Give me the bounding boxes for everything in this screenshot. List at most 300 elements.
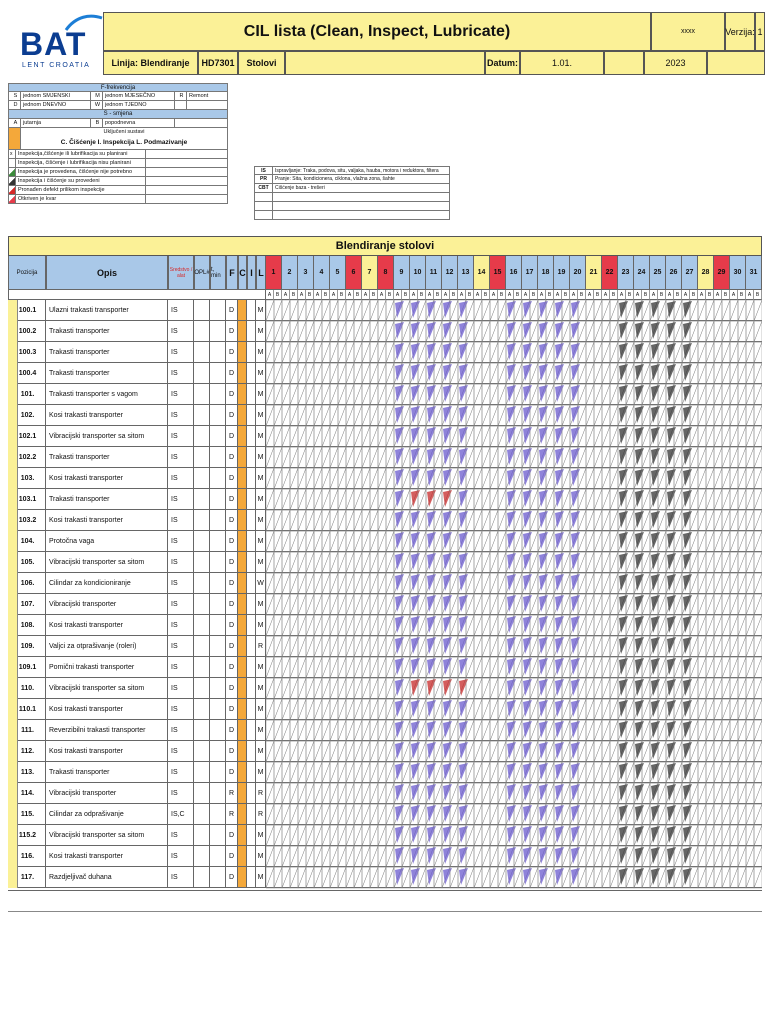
grid-diagonal [290,489,298,510]
grid-diagonal [362,699,370,720]
day-header-13: 13 [458,256,474,290]
grid-diagonal [362,783,370,804]
cell-c[interactable] [238,720,247,740]
grid-diagonal [274,405,282,426]
grid-diagonal [490,867,498,888]
grid-diagonal [282,678,290,699]
grid-diagonal [602,846,610,867]
grid-diagonal [722,363,730,384]
grid-diagonal [602,657,610,678]
grid-diagonal [594,825,602,846]
cell-position: 100.4 [10,363,46,383]
cell-c[interactable] [238,657,247,677]
grid-diagonal [306,846,314,867]
grid-diagonal [370,741,378,762]
shift-header-A: A [554,290,562,300]
cell-i[interactable] [247,657,256,677]
cell-tmin[interactable] [210,720,226,740]
cell-opl[interactable] [194,342,210,362]
cell-l: M [256,384,266,404]
cell-i[interactable] [247,594,256,614]
grid-diagonal [370,300,378,321]
grid-diagonal [754,363,762,384]
grid-diagonal [298,363,306,384]
grid-diagonal [490,468,498,489]
grid-diagonal [290,636,298,657]
grid-diagonal [474,489,482,510]
cell-description: Pomični trakasti transporter [46,657,168,677]
cell-i[interactable] [247,426,256,446]
grid-diagonal [346,489,354,510]
grid-diagonal [642,846,650,867]
cell-i[interactable] [247,510,256,530]
grid-diagonal [514,657,522,678]
grid-diagonal [434,594,442,615]
grid-diagonal [466,552,474,573]
grid-diagonal [594,447,602,468]
cell-opl[interactable] [194,531,210,551]
cell-c[interactable] [238,699,247,719]
cell-tmin[interactable] [210,846,226,866]
cell-i[interactable] [247,699,256,719]
grid-diagonal [338,342,346,363]
cell-tmin[interactable] [210,321,226,341]
grid-diagonal [266,804,274,825]
cell-frequency: D [226,552,238,572]
grid-diagonal [594,426,602,447]
cell-opl[interactable] [194,384,210,404]
cell-c[interactable] [238,594,247,614]
grid-diagonal [450,300,458,321]
cell-tmin[interactable] [210,804,226,824]
cell-opl[interactable] [194,510,210,530]
grid-diagonal [498,804,506,825]
cell-opl[interactable] [194,615,210,635]
cell-frequency: D [226,573,238,593]
cell-frequency: D [226,867,238,887]
grid-diagonal [450,804,458,825]
cell-i[interactable] [247,300,256,320]
grid-diagonal [266,384,274,405]
cell-opl[interactable] [194,363,210,383]
grid-diagonal [746,720,754,741]
grid-diagonal [434,615,442,636]
grid-diagonal [474,447,482,468]
grid-diagonal [362,804,370,825]
cell-c[interactable] [238,867,247,887]
grid-diagonal [754,657,762,678]
cell-c[interactable] [238,321,247,341]
cell-c[interactable] [238,552,247,572]
cell-i[interactable] [247,342,256,362]
cell-opl[interactable] [194,846,210,866]
grid-diagonal [730,363,738,384]
cell-opl[interactable] [194,552,210,572]
grid-diagonal [434,657,442,678]
cell-tmin[interactable] [210,342,226,362]
cell-opl[interactable] [194,405,210,425]
grid-diagonal [490,657,498,678]
grid-diagonal [674,657,682,678]
cell-c[interactable] [238,405,247,425]
cell-tmin[interactable] [210,300,226,320]
cell-i[interactable] [247,762,256,782]
cell-tmin[interactable] [210,384,226,404]
grid-diagonal [290,594,298,615]
grid-diagonal [578,300,586,321]
grid-diagonal [578,321,586,342]
cell-opl[interactable] [194,426,210,446]
grid-diagonal [498,573,506,594]
grid-diagonal [434,825,442,846]
cell-tmin[interactable] [210,741,226,761]
cell-opl[interactable] [194,636,210,656]
grid-diagonal [370,783,378,804]
grid-diagonal [498,762,506,783]
grid-diagonal [274,636,282,657]
grid-diagonal [514,447,522,468]
cell-tool: IS [168,531,194,551]
grid-diagonal [514,678,522,699]
cell-c[interactable] [238,783,247,803]
grid-diagonal [722,615,730,636]
grid-diagonal [602,615,610,636]
cell-tmin[interactable] [210,447,226,467]
grid-diagonal [466,447,474,468]
cell-c[interactable] [238,615,247,635]
cell-i[interactable] [247,741,256,761]
cell-opl[interactable] [194,720,210,740]
grid-diagonal [482,363,490,384]
cell-description: Trakasti transporter s vagom [46,384,168,404]
grid-diagonal [474,699,482,720]
grid-diagonal [450,825,458,846]
cell-i[interactable] [247,489,256,509]
grid-diagonal [586,867,594,888]
cell-c[interactable] [238,678,247,698]
cell-i[interactable] [247,384,256,404]
grid-diagonal [386,489,394,510]
cell-i[interactable] [247,405,256,425]
grid-diagonal [722,405,730,426]
cell-position: 103. [10,468,46,488]
cell-description: Kosi trakasti transporter [46,510,168,530]
cell-i[interactable] [247,552,256,572]
cell-tmin[interactable] [210,489,226,509]
grid-diagonal [562,615,570,636]
grid-diagonal [698,405,706,426]
grid-diagonal [594,762,602,783]
grid-diagonal [386,615,394,636]
grid-diagonal [482,300,490,321]
grid-diagonal [266,594,274,615]
cell-opl[interactable] [194,489,210,509]
cell-opl[interactable] [194,594,210,614]
grid-diagonal [746,384,754,405]
cell-c[interactable] [238,489,247,509]
grid-diagonal [714,594,722,615]
cell-description: Vibracijski transporter sa sitom [46,426,168,446]
grid-diagonal [658,846,666,867]
grid-diagonal [466,804,474,825]
grid-diagonal [514,846,522,867]
grid-diagonal [386,825,394,846]
grid-diagonal [282,447,290,468]
grid-diagonal [594,468,602,489]
day-header-25: 25 [650,256,666,290]
grid-diagonal [578,657,586,678]
grid-diagonal [346,867,354,888]
grid-diagonal [354,300,362,321]
grid-diagonal [714,825,722,846]
cell-i[interactable] [247,783,256,803]
grid-diagonal [282,489,290,510]
grid-diagonal [746,321,754,342]
cell-tool: IS [168,489,194,509]
grid-diagonal [586,720,594,741]
cell-i[interactable] [247,468,256,488]
grid-diagonal [346,720,354,741]
date-value[interactable]: 1.01. [520,51,604,75]
grid-diagonal [562,384,570,405]
grid-diagonal [562,804,570,825]
legend-value: jednom MJESEČNO [103,92,175,100]
cell-tmin[interactable] [210,531,226,551]
grid-diagonal [626,447,634,468]
grid-diagonal [402,636,410,657]
grid-diagonal [730,636,738,657]
grid-diagonal [298,384,306,405]
cell-opl[interactable] [194,657,210,677]
grid-diagonal [298,657,306,678]
grid-diagonal [346,468,354,489]
cell-i[interactable] [247,573,256,593]
cell-tmin[interactable] [210,594,226,614]
cell-c[interactable] [238,741,247,761]
grid-diagonal [418,762,426,783]
cell-tmin[interactable] [210,678,226,698]
cell-tmin[interactable] [210,867,226,887]
cell-i[interactable] [247,678,256,698]
cell-opl[interactable] [194,783,210,803]
cell-opl[interactable] [194,447,210,467]
grid-diagonal [738,720,746,741]
grid-diagonal [418,426,426,447]
grid-diagonal [362,615,370,636]
grid-diagonal [466,405,474,426]
grid-diagonal [482,783,490,804]
grid-diagonal [482,741,490,762]
grid-diagonal [498,825,506,846]
grid-diagonal [322,531,330,552]
grid-diagonal [322,552,330,573]
cell-tmin[interactable] [210,783,226,803]
cell-opl[interactable] [194,678,210,698]
cell-opl[interactable] [194,804,210,824]
grid-diagonal [434,720,442,741]
cell-i[interactable] [247,636,256,656]
cell-c[interactable] [238,510,247,530]
cell-c[interactable] [238,447,247,467]
cell-tmin[interactable] [210,825,226,845]
cell-frequency: D [226,594,238,614]
grid-diagonal [594,321,602,342]
cell-tmin[interactable] [210,573,226,593]
grid-diagonal [482,804,490,825]
grid-diagonal [322,699,330,720]
grid-diagonal [714,426,722,447]
grid-diagonal [578,342,586,363]
grid-diagonal [490,678,498,699]
grid-diagonal [610,720,618,741]
grid-diagonal [418,531,426,552]
cell-i[interactable] [247,804,256,824]
shift-header-B: B [706,290,714,300]
cell-tool: IS [168,321,194,341]
grid-diagonal [298,342,306,363]
cell-opl[interactable] [194,300,210,320]
cell-description: Vibracijski transporter [46,783,168,803]
grid-diagonal [450,762,458,783]
shift-header-B: B [434,290,442,300]
cell-c[interactable] [238,825,247,845]
grid-diagonal [706,846,714,867]
cell-i[interactable] [247,321,256,341]
grid-diagonal [586,741,594,762]
cell-c[interactable] [238,804,247,824]
cell-i[interactable] [247,720,256,740]
cell-frequency: R [226,804,238,824]
cell-i[interactable] [247,447,256,467]
cell-tmin[interactable] [210,363,226,383]
cell-tmin[interactable] [210,552,226,572]
grid-diagonal [578,447,586,468]
cell-opl[interactable] [194,468,210,488]
grid-diagonal [690,615,698,636]
cell-tmin[interactable] [210,468,226,488]
grid-diagonal [658,363,666,384]
grid-diagonal [474,510,482,531]
grid-diagonal [266,867,274,888]
cell-opl[interactable] [194,321,210,341]
grid-diagonal [642,594,650,615]
cell-i[interactable] [247,825,256,845]
cell-c[interactable] [238,300,247,320]
grid-diagonal [530,300,538,321]
cell-c[interactable] [238,762,247,782]
grid-diagonal [314,531,322,552]
grid-diagonal [290,867,298,888]
grid-diagonal [498,342,506,363]
cell-c[interactable] [238,468,247,488]
grid-diagonal [626,720,634,741]
cell-tmin[interactable] [210,762,226,782]
grid-diagonal [754,636,762,657]
shift-header-B: B [306,290,314,300]
cell-i[interactable] [247,846,256,866]
cell-tmin[interactable] [210,699,226,719]
grid-diagonal [386,426,394,447]
cell-i[interactable] [247,867,256,887]
grid-diagonal [306,531,314,552]
grid-diagonal [754,678,762,699]
cell-opl[interactable] [194,741,210,761]
cell-c[interactable] [238,531,247,551]
cell-c[interactable] [238,426,247,446]
grid-diagonal [730,720,738,741]
grid-diagonal [266,825,274,846]
grid-diagonal [698,594,706,615]
cell-opl[interactable] [194,573,210,593]
grid-diagonal [722,762,730,783]
cell-c[interactable] [238,636,247,656]
grid-diagonal [338,573,346,594]
cell-opl[interactable] [194,867,210,887]
cell-c[interactable] [238,384,247,404]
grid-diagonal [466,762,474,783]
cell-i[interactable] [247,615,256,635]
cell-tmin[interactable] [210,405,226,425]
cell-tool: IS [168,594,194,614]
grid-diagonal [714,363,722,384]
code-key: CBT [255,184,273,192]
cell-description: Vibracijski transporter [46,594,168,614]
year-value[interactable]: 2023 [644,51,707,75]
legend-value: jednom DNEVNO [21,101,91,109]
cell-opl[interactable] [194,825,210,845]
cell-i[interactable] [247,531,256,551]
cell-tmin[interactable] [210,510,226,530]
grid-diagonal [498,678,506,699]
cell-tmin[interactable] [210,657,226,677]
cell-opl[interactable] [194,699,210,719]
grid-diagonal [362,363,370,384]
grid-diagonal [730,510,738,531]
grid-diagonal [474,405,482,426]
grid-diagonal [282,594,290,615]
grid-diagonal [266,678,274,699]
grid-diagonal [498,300,506,321]
cell-c[interactable] [238,573,247,593]
status-text: Inspekcija,čišćenje ili lubrifikacija su planirani [16,150,146,158]
grid-diagonal [658,342,666,363]
grid-diagonal [322,510,330,531]
grid-diagonal [602,342,610,363]
cell-tmin[interactable] [210,636,226,656]
grid-diagonal [746,825,754,846]
cell-opl[interactable] [194,762,210,782]
grid-diagonal [282,762,290,783]
cell-c[interactable] [238,363,247,383]
cell-tmin[interactable] [210,426,226,446]
grid-diagonal [362,657,370,678]
grid-diagonal [586,783,594,804]
cell-tmin[interactable] [210,615,226,635]
day-header-20: 20 [570,256,586,290]
grid-diagonal [418,657,426,678]
grid-diagonal [474,867,482,888]
grid-diagonal [602,321,610,342]
grid-diagonal [578,426,586,447]
grid-diagonal [586,636,594,657]
shift-header-A: A [314,290,322,300]
grid-diagonal [418,615,426,636]
cell-c[interactable] [238,846,247,866]
grid-diagonal [354,510,362,531]
grid-diagonal [738,846,746,867]
cell-i[interactable] [247,363,256,383]
cell-c[interactable] [238,342,247,362]
